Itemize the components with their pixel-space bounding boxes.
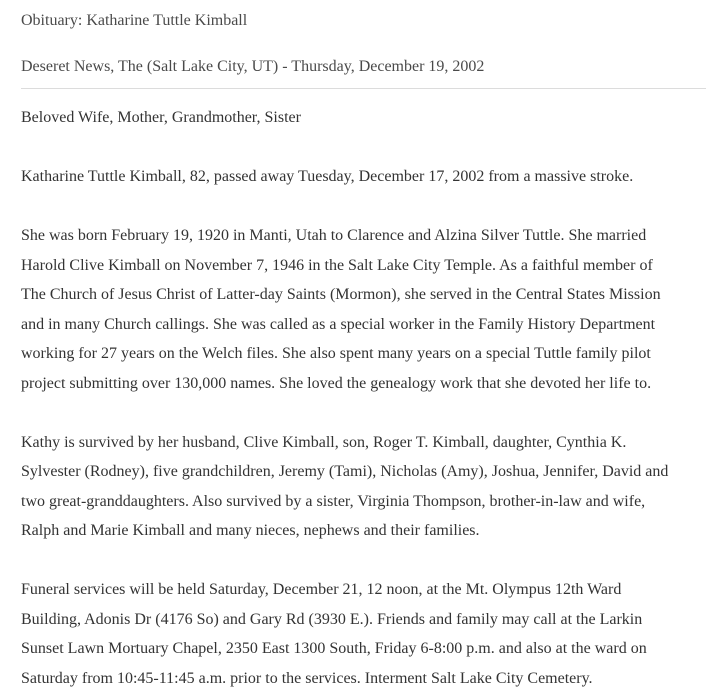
page-title: Obituary: Katharine Tuttle Kimball [21, 12, 248, 29]
text-line: two great-granddaughters. Also survived by a sister, Virginia Thompson, brother-in-law and wife, [21, 492, 646, 510]
publication-source: Deseret News, The (Salt Lake City, UT) - Thursday, December 19, 2002 [21, 58, 485, 75]
text-line: She was born February 19, 1920 in Manti, Utah to Clarence and Alzina Silver Tuttle. She married [21, 227, 647, 244]
text-line: working for 27 years on the Welch files. She also spent many years on a special Tuttle family pilot [21, 345, 651, 362]
text-line: project submitting over 130,000 names. She loved the genealogy work that she devoted her life to. [21, 374, 652, 392]
biography-paragraph [21, 221, 709, 398]
services-paragraph [21, 575, 709, 693]
text-line: Funeral services will be held Saturday, December 21, 12 noon, at the Mt. Olympus 12th Ward [21, 581, 622, 598]
text-line: Sylvester (Rodney), five grandchildren, Jeremy (Tami), Nicholas (Amy), Joshua, Jennifer, David and [21, 463, 669, 480]
text-line: and in many Church callings. She was called as a special worker in the Family History Department [21, 315, 656, 333]
obituary-body [21, 103, 709, 693]
text-line: The Church of Jesus Christ of Latter-day Saints (Mormon), she served in the Central States Mission [21, 286, 661, 303]
text-line: Sunset Lawn Mortuary Chapel, 2350 East 1300 South, Friday 6-8:00 p.m. and also at the ward on [21, 640, 647, 657]
text-line: Ralph and Marie Kimball and many nieces, nephews and their families. [21, 522, 480, 539]
text-line: Harold Clive Kimball on November 7, 1946 in the Salt Lake City Temple. As a faithful member of [21, 256, 653, 274]
survivors-paragraph [21, 428, 709, 546]
intro-paragraph: Katharine Tuttle Kimball, 82, passed away Tuesday, December 17, 2002 from a massive stroke. [21, 168, 634, 185]
header-divider [21, 88, 706, 89]
text-line: Kathy is survived by her husband, Clive Kimball, son, Roger T. Kimball, daughter, Cynthia K. [21, 433, 627, 451]
tagline: Beloved Wife, Mother, Grandmother, Sister [21, 109, 301, 126]
text-line: Saturday from 10:45-11:45 a.m. prior to the services. Interment Salt Lake City Cemetery. [21, 669, 593, 687]
text-line: Building, Adonis Dr (4176 So) and Gary Rd (3930 E.). Friends and family may call at the Larkin [21, 610, 643, 628]
